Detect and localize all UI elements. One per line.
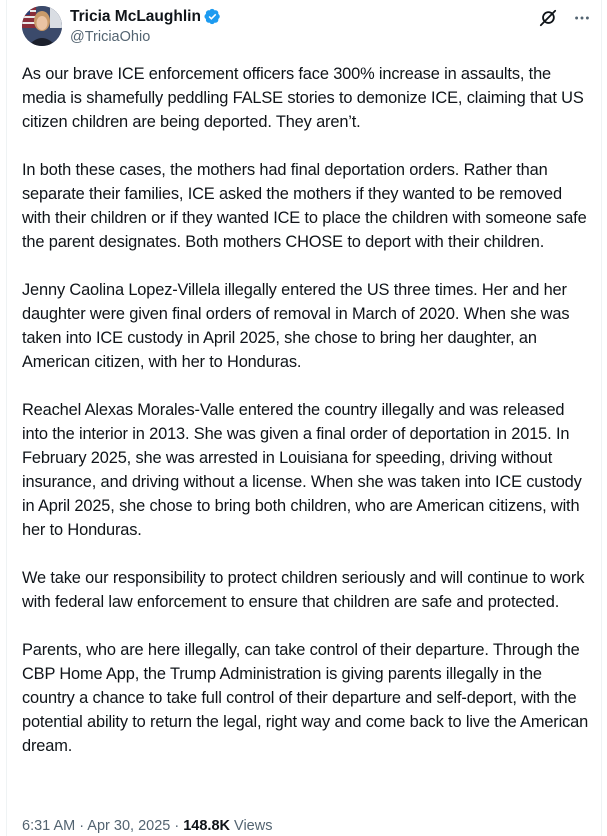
tweet-paragraph: Parents, who are here illegally, can take control of their departure. Through the CBP Home App, the Trump Administration is giving parents illegally in the country a chance to take full control of their departure and self-deport, with the potential ability to return the legal, right way and come back to live the American dream. — [22, 641, 589, 755]
grok-button[interactable] — [538, 8, 558, 28]
more-options-button[interactable] — [572, 8, 592, 28]
tweet-date[interactable]: Apr 30, 2025 — [87, 818, 171, 834]
views-count[interactable]: 148.8K — [183, 818, 230, 834]
display-name-row[interactable] — [70, 7, 221, 26]
profile-photo-icon — [22, 6, 62, 46]
meta-separator: · — [75, 818, 88, 834]
author-display-name[interactable]: Tricia McLaughlin — [70, 8, 201, 25]
verified-badge-icon — [204, 8, 221, 25]
tweet-paragraph: We take our responsibility to protect children seriously and will continue to work with federal law enforcement to ensure that children are safe and protected. — [22, 569, 585, 611]
author-handle[interactable]: @TriciaOhio — [70, 29, 151, 45]
author-names — [70, 7, 221, 47]
grok-icon — [539, 9, 557, 27]
meta-separator: · — [170, 818, 184, 834]
tweet-metadata — [22, 818, 272, 834]
tweet-paragraph: Jenny Caolina Lopez-Villela illegally entered the US three times. Her and her daughter were given final orders of removal in March of 2020. When she was taken into ICE custody in April 2025, she chose to bring her daughter, an American citizen, with her to Honduras. — [22, 281, 570, 371]
views-label: Views — [234, 818, 273, 834]
tweet-header — [22, 6, 592, 48]
more-options-icon — [573, 9, 591, 27]
header-actions — [538, 8, 592, 28]
tweet-paragraph: As our brave ICE enforcement officers face 300% increase in assaults, the media is shamefully peddling FALSE stories to demonize ICE, claiming that US citizen children are being deported. They aren’t. — [22, 65, 584, 131]
tweet-time[interactable]: 6:31 AM — [22, 818, 76, 834]
tweet-paragraph: In both these cases, the mothers had final deportation orders. Rather than separate their families, ICE asked the mothers if they wanted to be removed with their children or if they wanted ICE to place the children with someone safe the parent designates. Both mothers CHOSE to deport with their children. — [22, 161, 587, 251]
avatar[interactable] — [22, 6, 62, 46]
tweet-text — [22, 62, 592, 782]
tweet-paragraph: Reachel Alexas Morales-Valle entered the country illegally and was released into the interior in 2013. She was given a final order of deportation in 2015. In February 2025, she was arrested in Louisiana for speeding, driving without insurance, and driving without a license. When she was taken into ICE custody in April 2025, she chose to bring both children, who are American citizens, with her to Honduras. — [22, 401, 582, 539]
